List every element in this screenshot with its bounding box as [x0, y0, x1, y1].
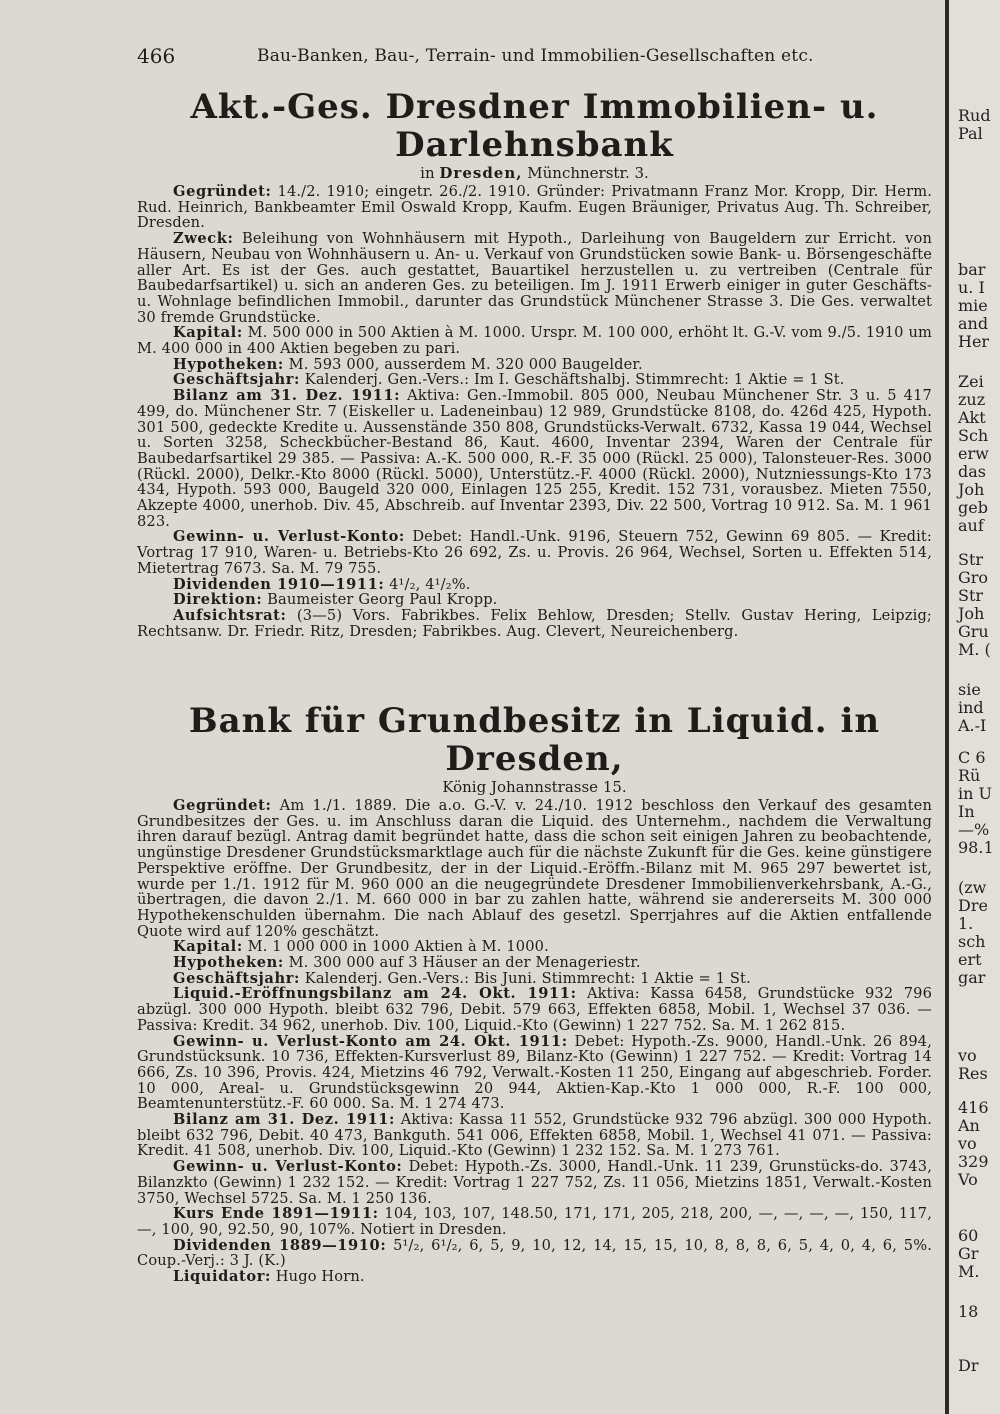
- entry-paragraph: [137, 592, 932, 608]
- paragraph-text: 104, 103, 107, 148.50, 171, 171, 205, 218, 200, —, —, —, —, 150, 117, —, 100, 90, 92.50, 90, 107%. Notiert in Dresden.: [137, 1205, 933, 1238]
- adjacent-page-text: Res: [958, 1064, 988, 1083]
- paragraph-text: Aktiva: Kassa 11 552, Grundstücke 932 796 abzügl. 300 000 Hypoth. bleibt 632 796, Debit. 40 473, Bankguth. 541 006, Effekten 6858, Mobil. 1, Wechsel 41 071. — Passiva: Kredit. 41 508, unerhob. Div. 100, Liquid.-Kto (Gewinn) 1 232 152. Sa. M. 1 273 761.: [137, 1111, 932, 1160]
- adjacent-page-text: sch: [958, 932, 986, 951]
- entry-paragraph: [137, 1206, 932, 1237]
- adjacent-page-text: auf: [958, 516, 984, 535]
- entry-body: [137, 184, 932, 639]
- adjacent-page-text: mie: [958, 296, 988, 315]
- entry-paragraph: [137, 955, 932, 971]
- entry-paragraph: [137, 231, 932, 325]
- entry-paragraph: [137, 577, 932, 593]
- paragraph-label: Bilanz am 31. Dez. 1911:: [173, 387, 401, 405]
- adjacent-page-text: 329: [958, 1152, 989, 1171]
- adjacent-page-text: das: [958, 462, 986, 481]
- adjacent-page-text: sie: [958, 680, 981, 699]
- paragraph-text: Am 1./1. 1889. Die a.o. G.-V. v. 24./10. 1912 beschloss den Verkauf des gesamten Grundbesitzes der Ges. u. im Anschluss daran die Liquid. des Unternehm., nachdem die Verwaltung ihren darauf bezügl. Antrag damit begründet hatte, dass die schon seit einigen Jahren zu beobachtende, ungünstige Dresdener Grundstücksmarktlage auch für die nächste Zukunft für die Ges. keine günstigere Perspektive eröffne. Der Grundbesitz, der in der Liquid.-Eröffn.-Bilanz mit M. 965 297 bewertet ist, wurde per 1./1. 1912 für M. 960 000 an die neugegründete Dresdener Immobilienverkehrsbank, A.-G., übertragen, die davon 2./1. M. 660 000 in bar zu zahlen hatte, während sie andererseits M. 300 000 Hypothekenschulden übernahm. Die nach Ablauf des gesetzl. Sperrjahres auf die Aktien entfallende Quote wird auf 120% geschätzt.: [137, 797, 932, 940]
- adjacent-page-text: gar: [958, 968, 986, 987]
- paragraph-text: (3—5) Vors. Fabrikbes. Felix Behlow, Dresden; Stellv. Gustav Hering, Leipzig; Rechtsanw. Dr. Friedr. Ritz, Dresden; Fabrikbes. Aug. Clevert, Neureichenberg.: [137, 606, 932, 640]
- adjacent-page-text: Str: [958, 586, 984, 605]
- adjacent-page-text: Gr: [958, 1244, 979, 1263]
- paragraph-text: M. 1 000 000 in 1000 Aktien à M. 1000.: [242, 938, 549, 956]
- paragraph-text: Kalenderj. Gen.-Vers.: Im I. Geschäftshalbj. Stimmrecht: 1 Aktie = 1 St.: [299, 371, 845, 389]
- adjacent-page-text: 60: [958, 1226, 979, 1245]
- entry-paragraph: [137, 1238, 932, 1269]
- paragraph-text: Debet: Hypoth.-Zs. 9000, Handl.-Unk. 26 894, Grundstücksunk. 10 736, Effekten-Kursverlust 89, Bilanz-Kto (Gewinn) 1 227 752. — Kredit: Vortrag 14 666, Zs. 10 396, Provis. 424, Mietzins 46 792, Verwalt.-Kosten 11 250, Eingang auf abgeschrieb. Forder. 10 000, Areal- u. Grundstücksgewinn 20 944, Aktien-Kap.-Kto 1 000 000, R.-F. 100 000, Beamtenunterstütz.-F. 60 000. Sa. M. 1 274 473.: [137, 1032, 932, 1113]
- paragraph-text: M. 500 000 in 500 Aktien à M. 1000. Urspr. M. 100 000, erhöht lt. G.-V. vom 9./5. 1910 um M. 400 000 in 400 Aktien begeben zu pari.: [137, 324, 932, 358]
- adjacent-page-text: A.-I: [958, 716, 987, 735]
- adjacent-page-text: Dre: [958, 896, 988, 915]
- location-prefix: in: [420, 164, 435, 182]
- entry-paragraph: [137, 1034, 932, 1113]
- paragraph-text: 14./2. 1910; eingetr. 26./2. 1910. Gründer: Privatmann Franz Mor. Kropp, Dir. Herm. Rud. Heinrich, Bankbeamter Emil Oswald Kropp, Kaufm. Eugen Bräuniger, Privatus Aug. Th. Schreiber, Dresden.: [137, 183, 932, 232]
- entry-paragraph: [137, 184, 932, 231]
- paragraph-text: M. 593 000, ausserdem M. 320 000 Baugelder.: [283, 355, 643, 373]
- paragraph-label: Gegründet:: [173, 183, 272, 200]
- paragraph-label: Dividenden 1889—1910:: [173, 1236, 387, 1254]
- adjacent-page-text: Gro: [958, 568, 989, 587]
- entry-paragraph: [137, 372, 932, 388]
- page-number: 466: [137, 44, 176, 68]
- adjacent-page-text: Vo: [958, 1170, 978, 1189]
- paragraph-label: Kurs Ende 1891—1911:: [173, 1205, 379, 1223]
- paragraph-label: Direktion:: [173, 591, 263, 609]
- paragraph-label: Gegründet:: [173, 797, 272, 814]
- adjacent-page-text: 98.1: [958, 838, 994, 857]
- adjacent-page-text: Akt: [958, 408, 986, 427]
- paragraph-label: Bilanz am 31. Dez. 1911:: [173, 1111, 395, 1129]
- adjacent-page-text: Rü: [958, 766, 981, 785]
- entry-paragraph: [137, 1269, 932, 1285]
- paragraph-label: Liquid.-Eröffnungsbilanz am 24. Okt. 1911:: [173, 985, 577, 1003]
- entry-paragraph: [137, 971, 932, 987]
- paragraph-label: Hypotheken:: [173, 954, 284, 972]
- adjacent-page-text: Joh: [958, 480, 985, 499]
- adjacent-page-text: and: [958, 314, 989, 333]
- address: Münchnerstr. 3.: [527, 164, 649, 182]
- entry-address: König Johannstrasse 15.: [442, 778, 627, 796]
- adjacent-page-text: ert: [958, 950, 982, 969]
- paragraph-text: M. 300 000 auf 3 Häuser an der Menageriestr.: [283, 954, 641, 972]
- paragraph-label: Hypotheken:: [173, 355, 284, 373]
- entry-paragraph: [137, 1112, 932, 1159]
- paragraph-label: Geschäftsjahr:: [173, 371, 300, 389]
- paragraph-text: Beleihung von Wohnhäusern mit Hypoth., Darleihung von Baugeldern zur Erricht. von Häusern, Neubau von Wohnhäusern u. An- u. Verkauf von Grundstücken sowie Bank- u. Börsengeschäfte aller Art. Es ist der Ges. auch gestattet, Bauartikel herzustellen u. zu vertreiben (Centrale für Baubedarfsartikel) u. sich an anderen Ges. zu beteiligen. Im J. 1911 Erwerb einiger in guter Geschäfts- u. Wohnlage befindlichen Immobil., darunter das Grundstück Münchener Strasse 3. Die Ges. verwaltet 30 fremde Grundstücke.: [137, 230, 932, 326]
- entry-bank-fuer-grundbesitz: [137, 702, 932, 1285]
- entry-paragraph: [137, 1159, 932, 1206]
- adjacent-page-text: M.: [958, 1262, 980, 1281]
- adjacent-page-text: (zw: [958, 878, 987, 897]
- adjacent-page-text: M. (: [958, 640, 991, 659]
- entry-paragraph: [137, 388, 932, 529]
- adjacent-page-text: Joh: [958, 604, 985, 623]
- entry-paragraph: [137, 529, 932, 576]
- adjacent-page-text: u. I: [958, 278, 985, 297]
- paragraph-text: Hugo Horn.: [270, 1268, 365, 1286]
- entry-title: Akt.-Ges. Dresdner Immobilien- u. Darlehnsbank: [190, 87, 879, 165]
- adjacent-page-text: ind: [958, 698, 984, 717]
- adjacent-page-fragment: [949, 0, 1000, 1414]
- adjacent-page-text: in U: [958, 784, 992, 803]
- entry-paragraph: [137, 357, 932, 373]
- entry-location: [137, 164, 932, 182]
- adjacent-page-text: Zei: [958, 372, 984, 391]
- paragraph-label: Kapital:: [173, 324, 243, 342]
- paragraph-label: Gewinn- u. Verlust-Konto am 24. Okt. 1911:: [173, 1032, 568, 1050]
- paragraph-text: Aktiva: Gen.-Immobil. 805 000, Neubau Münchener Str. 3 u. 5 417 499, do. Münchener Str. 7 (Eiskeller u. Ladeneinbau) 12 989, Grundstücke 8108, do. 426d 425, Hypoth. 301 500, gedeckte Kredite u. Aussenstände 350 808, Grundstücks-Verwalt. 6732, Kassa 19 044, Wechsel u. Sorten 3258, Scheckbücher-Bestand 86, Kaut. 4600, Inventar 2394, Waren der Centrale für Baubedarfsartikel 29 385. — Passiva: A.-K. 500 000, R.-F. 35 000 (Rückl. 25 000), Talonsteuer-Res. 3000 (Rückl. 2000), Delkr.-Kto 8000 (Rückl. 5000), Unterstütz.-F. 4000 (Rückl. 2000), Nutzniessungs-Kto 173 434, Hypoth. 593 000, Baugeld 320 000, Einlagen 125 255, Kredit. 152 731, vorausbez. Mieten 7550, Akzepte 4000, unerhob. Div. 45, Abschreib. auf Inventar 2393, Div. 22 500, Vortrag 10 912. Sa. M. 1 961 823.: [137, 387, 932, 530]
- entry-paragraph: [137, 608, 932, 639]
- adjacent-page-text: Rud: [958, 106, 991, 125]
- entry-paragraph: [137, 939, 932, 955]
- adjacent-page-text: Her: [958, 332, 990, 351]
- paragraph-text: Kalenderj. Gen.-Vers.: Bis Juni. Stimmrecht: 1 Aktie = 1 St.: [299, 969, 751, 987]
- entry-paragraph: [137, 986, 932, 1033]
- adjacent-page-text: Dr: [958, 1356, 979, 1375]
- adjacent-page-text: bar: [958, 260, 986, 279]
- adjacent-page-text: 1.: [958, 914, 974, 933]
- adjacent-page-text: vo: [958, 1134, 977, 1153]
- adjacent-page-text: An: [958, 1116, 980, 1135]
- adjacent-page-text: zuz: [958, 390, 986, 409]
- adjacent-page-text: 18: [958, 1302, 979, 1321]
- page-header: [137, 44, 932, 68]
- entry-dresdner-immobilien: [137, 88, 932, 639]
- entry-paragraph: [137, 798, 932, 939]
- paragraph-label: Gewinn- u. Verlust-Konto:: [173, 1158, 403, 1176]
- paragraph-label: Aufsichtsrat:: [173, 606, 287, 624]
- entry-body: [137, 798, 932, 1285]
- adjacent-page-text: Sch: [958, 426, 989, 445]
- adjacent-page-text: Gru: [958, 622, 989, 641]
- adjacent-page-text: erw: [958, 444, 989, 463]
- paragraph-label: Gewinn- u. Verlust-Konto:: [173, 528, 405, 546]
- paragraph-text: Aktiva: Kassa 6458, Grundstücke 932 796 abzügl. 300 000 Hypoth. bleibt 632 796, Debit. 579 663, Effekten 6858, Mobil. 1, Wechsel 37 036. — Passiva: Kredit. 34 962, unerhob. Div. 100, Liquid.-Kto (Gewinn) 1 227 752. Sa. M. 1 262 815.: [137, 985, 933, 1034]
- paragraph-label: Zweck:: [173, 230, 234, 248]
- paragraph-label: Geschäftsjahr:: [173, 969, 300, 987]
- adjacent-page-text: —%: [958, 820, 990, 839]
- adjacent-page-text: C 6: [958, 748, 986, 767]
- adjacent-page-text: vo: [958, 1046, 977, 1065]
- paragraph-label: Dividenden 1910—1911:: [173, 575, 385, 593]
- city: Dresden,: [439, 164, 523, 182]
- adjacent-page-text: Pal: [958, 124, 983, 143]
- entry-title: Bank für Grundbesitz in Liquid. in Dresden,: [188, 701, 881, 779]
- paragraph-text: 5¹/₂, 6¹/₂, 6, 5, 9, 10, 12, 14, 15, 15, 10, 8, 8, 8, 6, 5, 4, 0, 4, 6, 5%. Coup.-Verj.: 3 J. (K.): [137, 1236, 933, 1270]
- paragraph-label: Kapital:: [173, 938, 243, 956]
- adjacent-page-text: In: [958, 802, 975, 821]
- paragraph-text: Debet: Hypoth.-Zs. 3000, Handl.-Unk. 11 239, Grunstücks-do. 3743, Bilanzkto (Gewinn) 1 232 152. — Kredit: Vortrag 1 227 752, Zs. 11 056, Mietzins 1851, Verwalt.-Kosten 3750, Wechsel 5725. Sa. M. 1 250 136.: [137, 1158, 932, 1207]
- adjacent-page-text: geb: [958, 498, 988, 517]
- running-head: Bau-Banken, Bau-, Terrain- und Immobilien-Gesellschaften etc.: [257, 46, 814, 66]
- paragraph-text: Baumeister Georg Paul Kropp.: [262, 591, 498, 609]
- paragraph-text: Debet: Handl.-Unk. 9196, Steuern 752, Gewinn 69 805. — Kredit: Vortrag 17 910, Waren- u. Betriebs-Kto 26 692, Zs. u. Provis. 26 964, Wechsel, Sorten u. Effekten 514, Mietertrag 7673. Sa. M. 79 755.: [137, 528, 933, 577]
- paragraph-label: Liquidator:: [173, 1268, 271, 1286]
- adjacent-page-text: 416: [958, 1098, 989, 1117]
- adjacent-page-text: Str: [958, 550, 984, 569]
- paragraph-text: 4¹/₂, 4¹/₂%.: [384, 575, 471, 593]
- entry-paragraph: [137, 325, 932, 356]
